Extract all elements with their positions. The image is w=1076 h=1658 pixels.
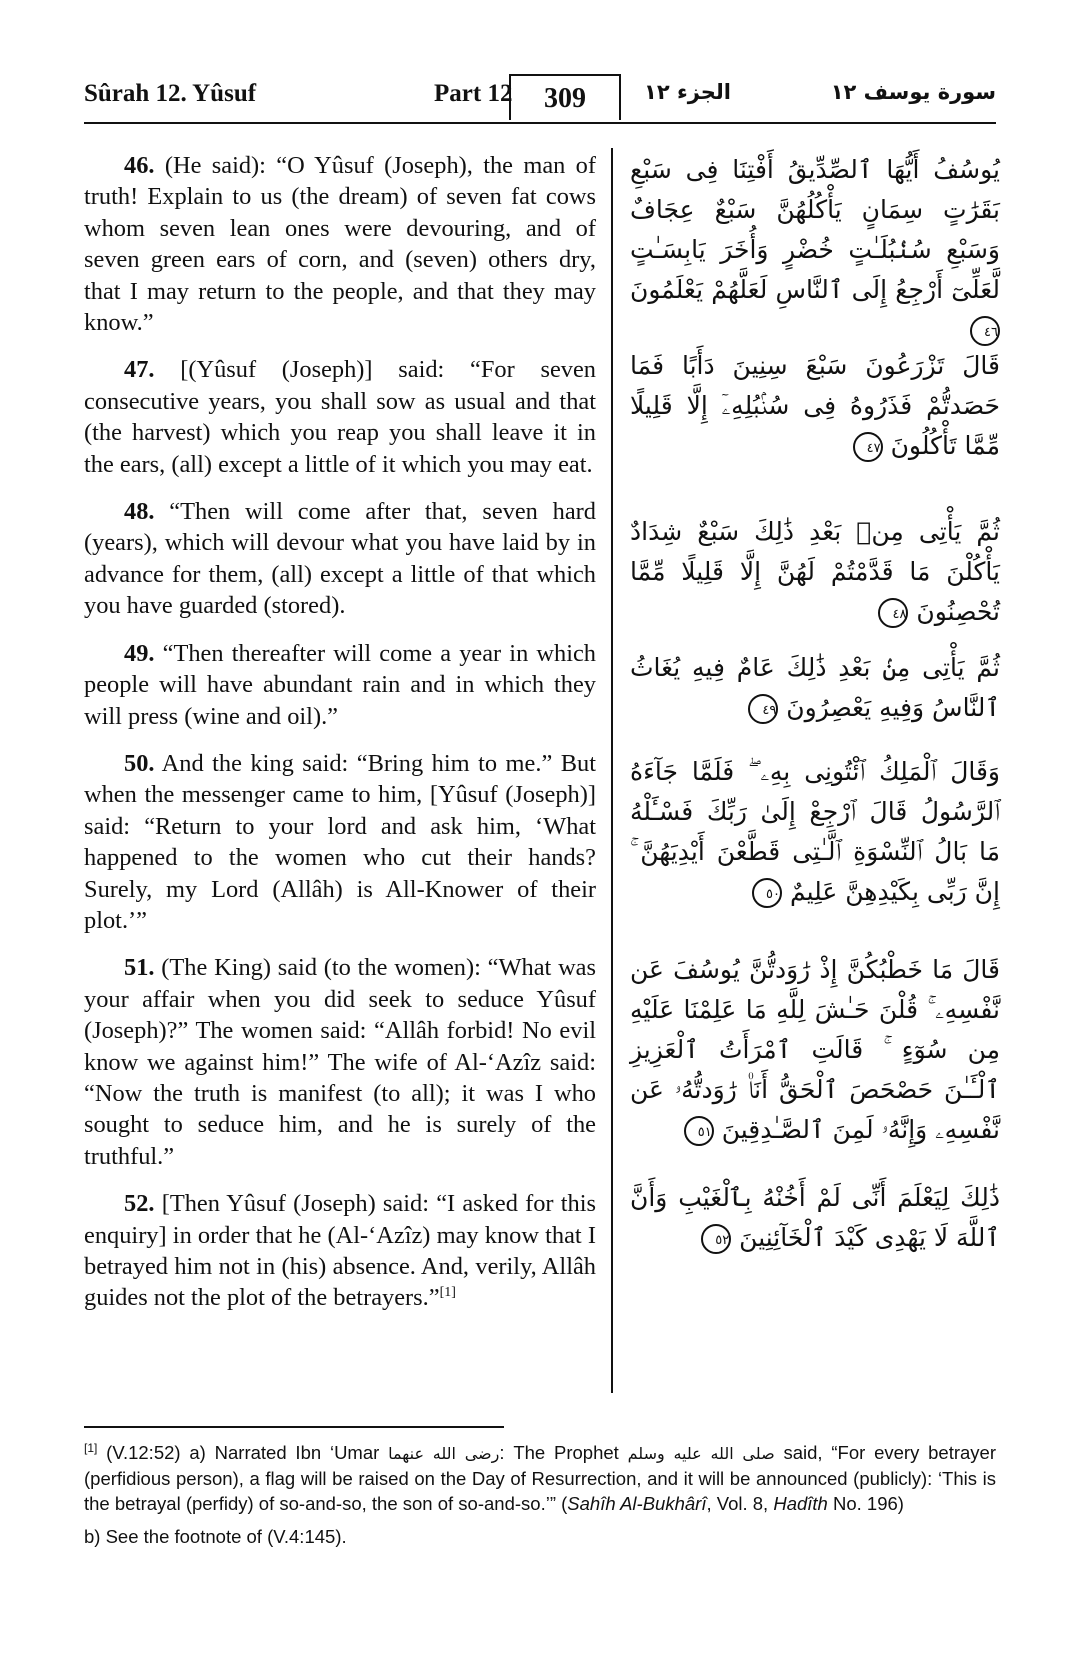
ayah-marker: ٥١: [684, 1116, 714, 1146]
hadith-word: Hadîth: [773, 1493, 828, 1514]
verse-49-english: [84, 638, 596, 732]
verse-text: (The King) said (to the women): “What was your affair when you did seek to seduce Yûsuf (Joseph)?” The women said: “Allâh forbid! No evil know we against him!” The wife of Al-‘Azîz said: “Now the truth is manifest (to all); it was I who sought to seduce him, and he is surely of the truthful.”: [84, 954, 596, 1170]
verse-48-english: [84, 496, 596, 622]
verse-52-arabic: [630, 1178, 1000, 1258]
book-title: Sahîh Al-Bukhârî: [567, 1493, 707, 1514]
arabic-verse-text: ثُمَّ يَأْتِى مِنۢ بَعْدِ ذَٰلِكَ عَامٌ فِيهِ يُغَاثُ ٱلنَّاسُ وَفِيهِ يَعْصِرُونَ: [630, 653, 1000, 722]
verse-text: “Then thereafter will come a year in which people will have abundant rain and in which they will press (wine and oil).”: [84, 639, 596, 730]
verse-49-arabic: [630, 648, 1000, 728]
footnote-text: : The Prophet: [499, 1442, 628, 1463]
part-label: Part 12: [434, 80, 513, 107]
verse-number: 51.: [124, 954, 155, 982]
footnote-rule: [84, 1426, 504, 1428]
verse-52-english: [84, 1188, 596, 1314]
juz-arabic: الجزء ١٢: [644, 80, 731, 104]
verse-number: 47.: [124, 356, 155, 384]
header-rule: [84, 122, 996, 124]
ayah-marker: ٤٦: [970, 316, 1000, 346]
verse-text: “Then will come after that, seven hard (years), which will devour what you have laid by in advance for them, (all) except a little of that which you have guarded (stored).: [84, 498, 596, 620]
footnote-text: said, “For every betrayer (perfidious person), a flag will be raised on the Day of Resurrection, and it will be announced (publicly): ‘This is the betrayal (perfidy) of so-and-so, the son of so-and-so.’” (: [84, 1442, 997, 1514]
arabic-verse-text: ثُمَّ يَأْتِى مِنۢ بَعْدِ ذَٰلِكَ سَبْعٌ شِدَادٌ يَأْكُلْنَ مَا قَدَّمْتُمْ لَهُنَّ إِلَّا قَلِيلًا مِّمَّا تُحْصِنُونَ: [630, 517, 1000, 626]
arabic-verse-text: قَالَ تَزْرَعُونَ سَبْعَ سِنِينَ دَأَبًا فَمَا حَصَدتُّمْ فَذَرُوهُ فِى سُنۢبُلِهِۦٓ إِلَّا قَلِيلًا مِّمَّا تَأْكُلُونَ: [630, 351, 1000, 460]
arabic-honorific-radi: رضى الله عنهما: [388, 1444, 500, 1463]
english-column: [84, 150, 596, 1330]
verse-46-arabic: [630, 150, 1000, 350]
verse-text: (He said): “O Yûsuf (Joseph), the man of truth! Explain to us (the dream) of seven fat cows whom seven lean ones were devouring, and of seven green ears of corn, and (seven) others dry, that I may return to the people, and that they may know.”: [84, 152, 596, 337]
footnotes: [84, 1440, 996, 1557]
verse-text: And the king said: “Bring him to me.” But when the messenger came to him, [Yûsuf (Joseph)] said: “Return to your lord and ask him, ‘What happened to the women who cut their hands? Surely, my Lord (Allâh) is All-Knower of their plot.’”: [84, 749, 596, 934]
footnote-b: b) See the footnote of (V.4:145).: [84, 1526, 347, 1547]
footnote-a: [84, 1440, 996, 1516]
verse-text: [(Yûsuf (Joseph)] said: “For seven consecutive years, you shall sow as usual and that (the harvest) which you reap you shall leave it in the ears, (all) except a little of it which you may eat.: [84, 356, 596, 478]
surah-title-arabic: سورة يوسف ١٢: [830, 80, 996, 104]
footnote-text: No. 196): [827, 1493, 904, 1514]
verse-46-english: [84, 150, 596, 338]
footnote-text: , Vol. 8,: [706, 1493, 774, 1514]
surah-title: Sûrah 12. Yûsuf: [84, 80, 257, 107]
verse-50-arabic: [630, 752, 1000, 912]
arabic-verse-text: ذَٰلِكَ لِيَعْلَمَ أَنِّى لَمْ أَخُنْهُ بِٱلْغَيْبِ وَأَنَّ ٱللَّهَ لَا يَهْدِى كَيْدَ ٱلْخَآئِنِينَ: [630, 1183, 1000, 1252]
verse-number: 52.: [124, 1190, 155, 1218]
footnote-reference: [1]: [439, 1285, 456, 1301]
page-header: [84, 74, 996, 120]
verse-number: 46.: [124, 152, 155, 179]
verse-number: 49.: [124, 639, 155, 667]
verse-51-arabic: [630, 950, 1000, 1150]
verse-48-arabic: [630, 512, 1000, 632]
column-divider: [611, 148, 613, 1393]
verse-number: 48.: [124, 498, 155, 526]
page-number: 309: [509, 74, 621, 120]
verse-number: 50.: [124, 749, 155, 777]
arabic-verse-text: يُوسُفُ أَيُّهَا ٱلصِّدِّيقُ أَفْتِنَا فِى سَبْعِ بَقَرَٰتٍ سِمَانٍ يَأْكُلُهُنَّ سَبْعٌ عِجَافٌ وَسَبْعِ سُنۢبُلَـٰتٍ خُضْرٍ وَأُخَرَ يَابِسَـٰتٍ لَّعَلِّىٓ أَرْجِعُ إِلَى ٱلنَّاسِ لَعَلَّهُمْ يَعْلَمُونَ: [630, 155, 1000, 304]
footnote-ref: (V.12:52) a) Narrated Ibn ‘Umar: [97, 1442, 389, 1463]
arabic-verse-text: وَقَالَ ٱلْمَلِكُ ٱئْتُونِى بِهِۦ ۖ فَلَمَّا جَآءَهُ ٱلرَّسُولُ قَالَ ٱرْجِعْ إِلَىٰ رَبِّكَ فَسْـَٔلْهُ مَا بَالُ ٱلنِّسْوَةِ ٱلَّـٰتِى قَطَّعْنَ أَيْدِيَهُنَّ ۚ إِنَّ رَبِّى بِكَيْدِهِنَّ عَلِيمٌ: [630, 757, 1000, 906]
ayah-marker: ٤٩: [748, 694, 778, 724]
verse-47-arabic: [630, 346, 1000, 466]
ayah-marker: ٤٧: [853, 432, 883, 462]
verse-text: [Then Yûsuf (Joseph) said: “I asked for this enquiry] in order that he (Al-‘Azîz) may know that I betrayed him not in (his) absence. And, verily, Allâh guides not the plot of the betrayers.”: [84, 1190, 596, 1312]
verse-50-english: [84, 748, 596, 936]
ayah-marker: ٥٠: [752, 878, 782, 908]
verse-47-english: [84, 354, 596, 480]
arabic-honorific-salla: صلى الله عليه وسلم: [627, 1444, 775, 1463]
verse-51-english: [84, 952, 596, 1172]
arabic-verse-text: قَالَ مَا خَطْبُكُنَّ إِذْ رَٰوَدتُّنَّ يُوسُفَ عَن نَّفْسِهِۦ ۚ قُلْنَ حَـٰشَ لِلَّهِ مَا عَلِمْنَا عَلَيْهِ مِن سُوٓءٍ ۚ قَالَتِ ٱمْرَأَتُ ٱلْعَزِيزِ ٱلْـَٔـٰنَ حَصْحَصَ ٱلْحَقُّ أَنَا۠ رَٰوَدتُّهُۥ عَن نَّفْسِهِۦ وَإِنَّهُۥ لَمِنَ ٱلصَّـٰدِقِينَ: [630, 955, 1000, 1144]
ayah-marker: ٥٢: [701, 1224, 731, 1254]
ayah-marker: ٤٨: [878, 598, 908, 628]
footnote-marker: [1]: [84, 1440, 98, 1455]
